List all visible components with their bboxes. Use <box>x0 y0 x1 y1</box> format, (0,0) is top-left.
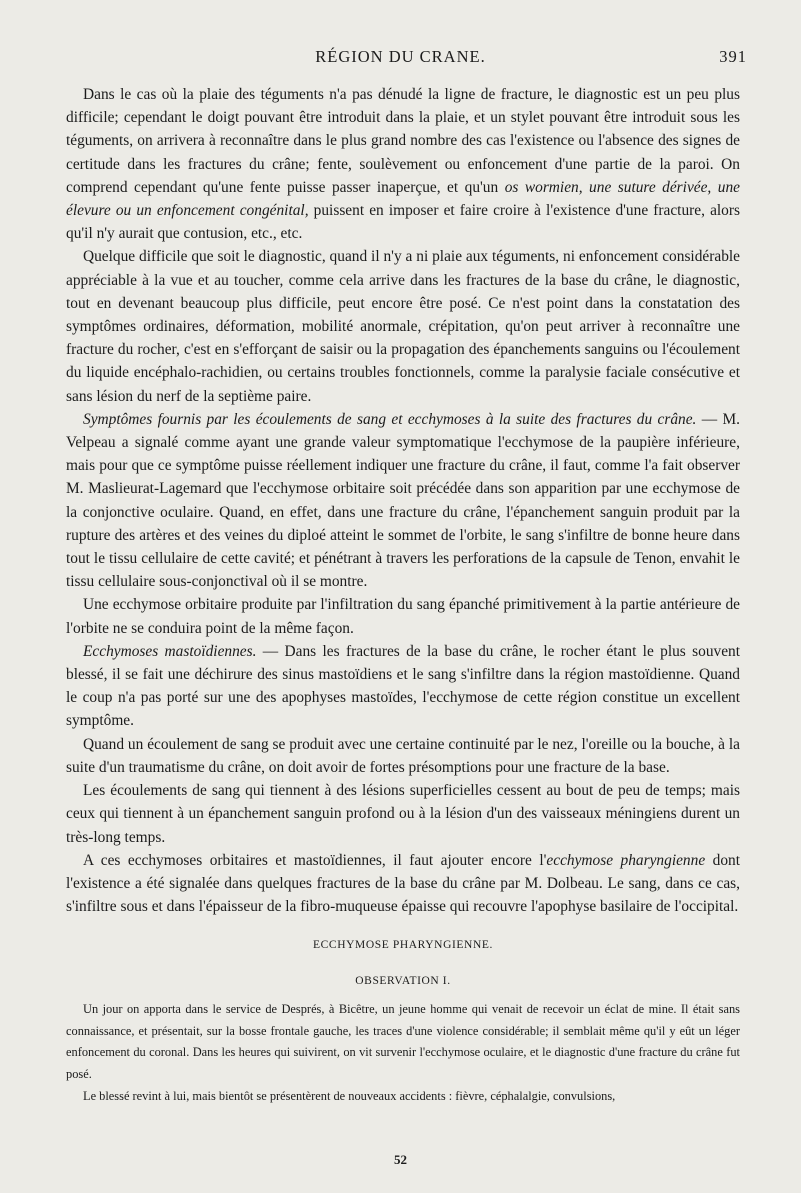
paragraph <box>66 83 740 245</box>
observation-paragraph: Le blessé revint à lui, mais bientôt se présentèrent de nouveaux accidents : fièvre, céphalalgie, convulsions, <box>83 1088 616 1103</box>
body-text <box>66 83 740 1108</box>
text-run: Les écoulements de sang qui tiennent à des lésions superficielles cessent au bout de peu de temps; mais ceux qui tiennent à un épanchement sanguin profond ou à la lésion d'un des vaisseaux méningiens durent un très-long temps. <box>66 782 740 846</box>
text-run: — Dans les fractures de la base du crâne, le rocher étant le plus souvent blessé, il se fait une déchirure des sinus mastoïdiens et le sang s'infiltre dans la région mastoïdienne. Quand le coup n'a pas porté sur une des apophyses mastoïdes, l'ecchymose de cette région constitue un excellent symptôme. <box>66 642 741 730</box>
text-run: A ces ecchymoses orbitaires et mastoïdiennes, il faut ajouter encore l' <box>83 851 547 869</box>
text-run: Quand un écoulement de sang se produit avec une certaine continuité par le nez, l'oreille ou la bouche, à la suite d'un traumatisme du crâne, on doit avoir de fortes présomptions pour une fracture de la base. <box>66 735 740 776</box>
section-heading: ECCHYMOSE PHARYNGIENNE. <box>313 939 493 952</box>
paragraph <box>66 408 740 594</box>
text-run: Quelque difficile que soit le diagnostic, quand il n'y a ni plaie aux téguments, ni enfoncement considérable appréciable à la vue et au toucher, comme cela arrive dans les fractures de la base du crâne, le diagnostic, tout en devenant beaucoup plus difficile, peut encore être posé. Ce n'est point dans la constatation des symptômes ordinaires, déformation, mobilité anormale, crépitation, qu'on peut arriver à reconnaître une fracture du rocher, c'est en s'efforçant de saisir ou la propagation des épanchements sanguins ou l'écoulement du liquide encéphalo-rachidien, ou certains troubles fonctionnels, comme la paralysie faciale consécutive et sans lésion du nerf de la septième paire. <box>66 248 740 405</box>
signature-mark: 52 <box>394 1152 407 1167</box>
running-head <box>0 47 801 71</box>
italic-text: os wormien, une suture dérivée, une élevure ou un enfoncement congénital, <box>66 178 740 220</box>
italic-text: Symptômes fournis par les écoulements de sang et ecchymoses à la suite des fractures du crâne. <box>83 410 697 428</box>
text-run: puissent en imposer et faire croire à l'existence d'une fracture, alors qu'il n'y aurait que contusion, etc., etc. <box>66 202 740 243</box>
paragraph <box>66 245 740 407</box>
page-number: 391 <box>719 47 747 66</box>
paragraph <box>66 733 740 779</box>
text-run: — M. Velpeau a signalé comme ayant une grande valeur symptomatique l'ecchymose de la paupière inférieure, mais pour que ce symptôme puisse réellement indiquer une fracture du crâne, il faut, comme l'a fait observer M. Maslieurat-Lagemard que l'ecchymose orbitaire soit précédée dans son apparition par une ecchymose de la conjonctive oculaire. Quand, en effet, dans une fracture du crâne, l'épanchement sanguin produit par la rupture des artères et des veines du diploé atteint le sommet de l'orbite, le sang s'infiltre de bonne heure dans tout le tissu cellulaire de cette cavité; et pénétrant à travers les perforations de la capsule de Tenon, envahit le tissu cellulaire sous-conjonctival où il se montre. <box>66 410 740 591</box>
running-title: RÉGION DU CRANE. <box>315 47 486 66</box>
italic-text: ecchymose pharyngienne <box>546 851 706 869</box>
italic-text: Ecchymoses mastoïdiennes. <box>83 642 257 660</box>
observation-text <box>66 999 740 1108</box>
paragraph <box>66 849 740 919</box>
observation-heading: OBSERVATION I. <box>355 974 451 987</box>
main-paragraphs <box>66 83 740 918</box>
text-run: Dans le cas où la plaie des téguments n'a pas dénudé la ligne de fracture, le diagnostic est un peu plus difficile; cependant le doigt pouvant être introduit dans la plaie, et un stylet pouvant être introduit sous les téguments, on arrivera à reconnaître dans le plus grand nombre des cas l'existence ou l'absence des signes de certitude dans les fractures du crâne; fente, soulèvement ou enfoncement d'une partie de la paroi. On comprend cependant qu'une fente puisse passer inaperçue, et qu'un <box>66 86 740 196</box>
paragraph <box>66 640 740 733</box>
paragraph <box>66 779 740 849</box>
text-run: Une ecchymose orbitaire produite par l'infiltration du sang épanché primitivement à la partie antérieure de l'orbite ne se conduira point de la même façon. <box>66 596 740 637</box>
paragraph <box>66 593 740 639</box>
text-run: dont l'existence a été signalée dans quelques fractures de la base du crâne par M. Dolbeau. Le sang, dans ce cas, s'infiltre sous et dans l'épaisseur de la fibro-muqueuse épaisse qui recouvre l'apophyse basilaire de l'occipital. <box>66 851 740 916</box>
observation-paragraph: Un jour on apporta dans le service de Després, à Bicêtre, un jeune homme qui venait de recevoir un éclat de mine. Il était sans connaissance, et présentait, sur la bosse frontale gauche, les traces d'une violence considérable; il semblait même qu'il y eût un léger enfoncement du coronal. Dans les heures qui suivirent, on vit survenir l'ecchymose oculaire, et le diagnostic d'une fracture du crâne fut posé. <box>66 1001 740 1082</box>
